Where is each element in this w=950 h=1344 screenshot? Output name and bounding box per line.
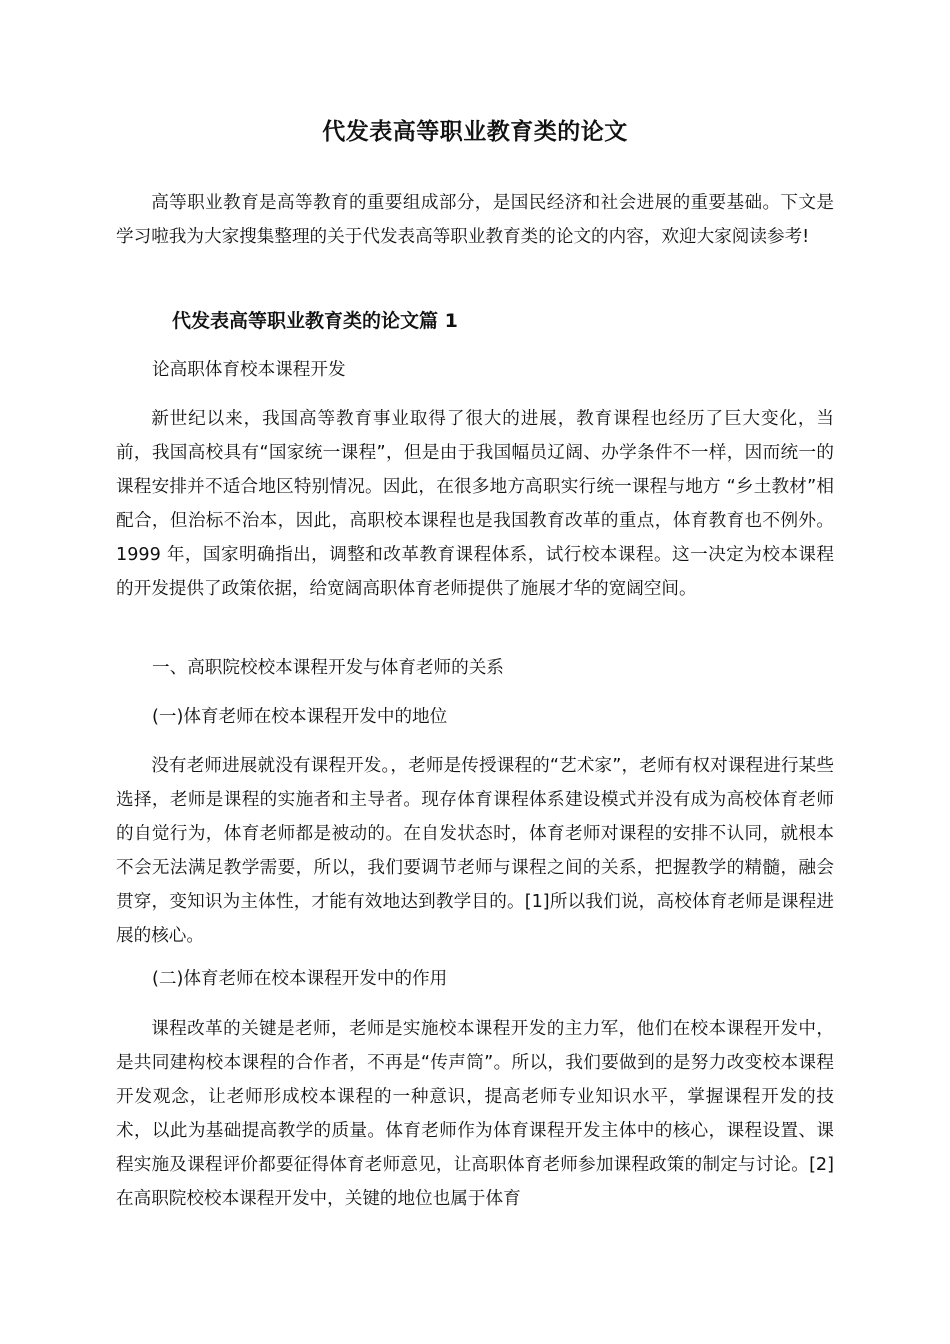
intro-paragraph: 高等职业教育是高等教育的重要组成部分，是国民经济和社会进展的重要基础。下文是学习啦我为大家搜集整理的关于代发表高等职业教育类的论文的内容，欢迎大家阅读参考!	[116, 193, 834, 247]
paragraph-2: 没有老师进展就没有课程开发。，老师是传授课程的“艺术家”，老师有权对课程进行某些选择，老师是课程的实施者和主导者。现存体育课程体系建设模式并没有成为高校体育老师的自觉行为，体育老师都是被动的。在自发状态时，体育老师对课程的安排不认同，就根本不会无法满足教学需要，所以，我们要调节老师与课程之间的关系，把握教学的精髓，融会贯穿，变知识为主体性，才能有效地达到教学目的。[1]所以我们说，高校体育老师是课程进展的核心。	[116, 756, 834, 946]
paragraph-1: 新世纪以来，我国高等教育事业取得了很大的进展，教育课程也经历了巨大变化，当前，我国高校具有“国家统一课程”，但是由于我国幅员辽阔、办学条件不一样，因而统一的课程安排并不适合地区特别情况。因此，在很多地方高职实行统一课程与地方 “乡土教材”相配合，但治标不治本，因此，高职校本课程也是我国教育改革的重点，体育教育也不例外。1999 年，国家明确指出，调整和改革教育课程体系，试行校本课程。这一决定为校本课程的开发提供了政策依据，给宽阔高职体育老师提供了施展才华的宽阔空间。	[116, 409, 834, 599]
heading-1a: (一)体育老师在校本课程开发中的地位	[152, 707, 448, 727]
heading-1b: (二)体育老师在校本课程开发中的作用	[152, 969, 448, 989]
section-heading: 代发表高等职业教育类的论文篇 1	[172, 310, 458, 332]
document-title: 代发表高等职业教育类的论文	[322, 119, 628, 145]
paragraph-3: 课程改革的关键是老师，老师是实施校本课程开发的主力军，他们在校本课程开发中，是共同建构校本课程的合作者，不再是“传声筒”。所以，我们要做到的是努力改变校本课程开发观念，让老师形成校本课程的一种意识，提高老师专业知识水平，掌握课程开发的技术，以此为基础提高教学的质量。体育老师作为体育课程开发主体中的核心，课程设置、课程实施及课程评价都要征得体育老师意见，让高职体育老师参加课程政策的制定与讨论。[2]在高职院校校本课程开发中，关键的地位也属于体育	[116, 1019, 834, 1209]
article-title: 论高职体育校本课程开发	[152, 360, 346, 380]
heading-1: 一、高职院校校本课程开发与体育老师的关系	[152, 658, 504, 678]
